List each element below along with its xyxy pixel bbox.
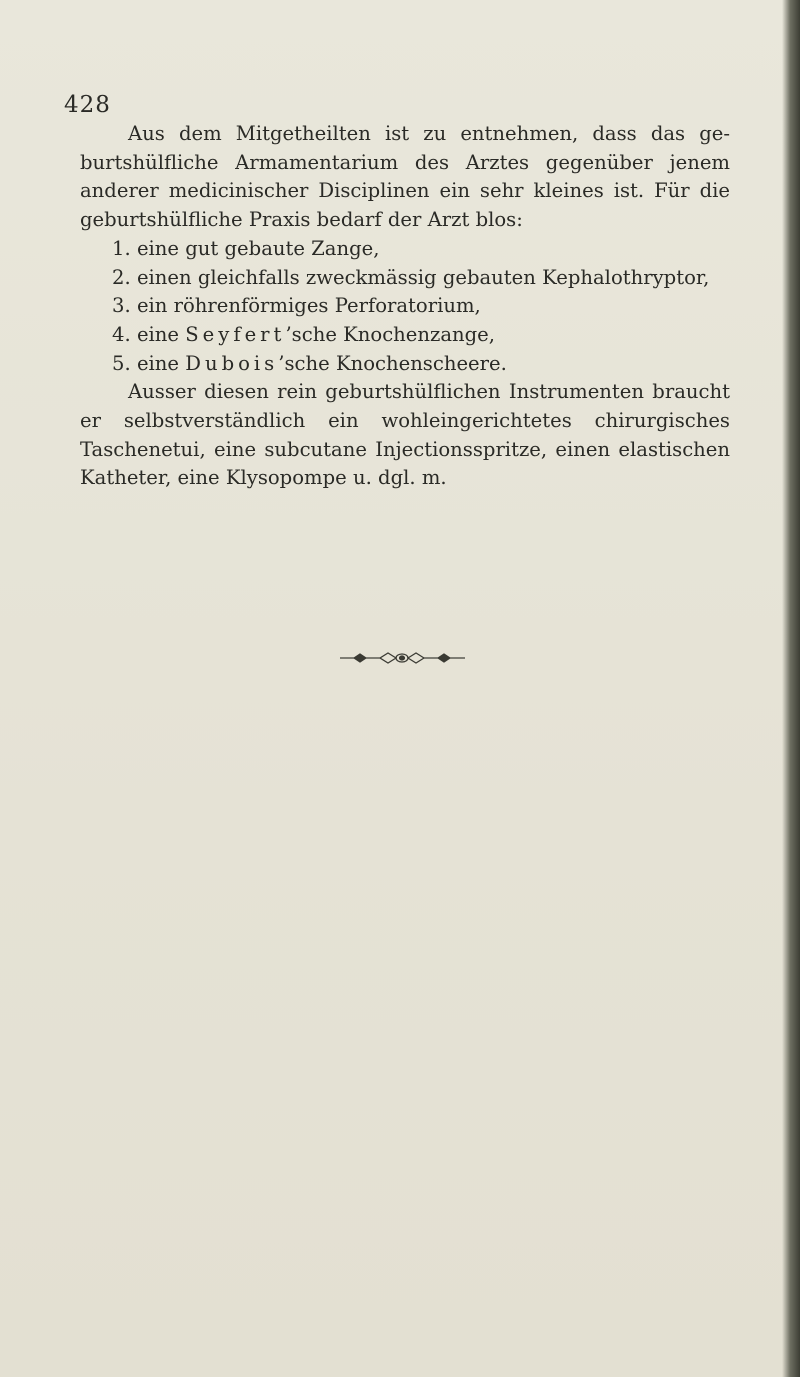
list-item-number: 3.: [112, 294, 131, 318]
list-item-number: 1.: [112, 236, 131, 260]
paragraph-1-line-4: geburtshülfliche Praxis bedarf der Arzt blos:: [80, 208, 523, 232]
ornamental-divider-icon: [340, 650, 465, 666]
list-item-prefix: eine: [136, 351, 180, 375]
page-number: 428: [64, 92, 111, 118]
paragraph-2-line-2: er selbstverständlich ein wohleingerichtetes chirurgisches: [80, 409, 730, 433]
body-text: [80, 120, 730, 493]
paragraph-2-line-3: Taschenetui, eine subcutane Injectionsspritze, einen elastischen: [80, 437, 730, 461]
paragraph-1-line-2: burtshülfliche Armamentarium des Arztes gegenüber jenem: [80, 150, 730, 174]
list-item: [80, 235, 730, 264]
paragraph-2-line-1: Ausser diesen rein geburtshülflichen Instrumenten braucht: [128, 380, 730, 404]
list-item-number: 4.: [112, 322, 131, 346]
author-name-dubois: Dubois: [185, 351, 279, 375]
list-item-prefix: eine: [136, 322, 180, 346]
paragraph-1-line-1: Aus dem Mitgetheilten ist zu entnehmen, dass das ge-: [128, 122, 730, 145]
paragraph-1-line-3: anderer medicinischer Disciplinen ein sehr kleines ist. Für die: [80, 179, 730, 203]
paragraph-2-line-4: Katheter, eine Klysopompe u. dgl. m.: [80, 466, 447, 490]
list-item: [80, 321, 730, 350]
list-item-number: 5.: [112, 351, 131, 375]
author-name-seyfert: Seyfert: [185, 322, 286, 346]
list-item: [80, 350, 730, 379]
list-item-suffix: ’sche Knochenscheere.: [278, 351, 507, 375]
list-item: [80, 264, 730, 293]
list-item-text: einen gleichfalls zweckmässig gebauten Kephalothryptor,: [136, 265, 710, 289]
list-item-text: ein röhrenförmiges Perforatorium,: [136, 294, 481, 318]
list-item-number: 2.: [112, 265, 131, 289]
list-item-text: eine gut gebaute Zange,: [136, 236, 380, 260]
page-edge-shadow: [782, 0, 800, 1377]
list-item: [80, 292, 730, 321]
list-item-suffix: ’sche Knochenzange,: [285, 322, 495, 346]
